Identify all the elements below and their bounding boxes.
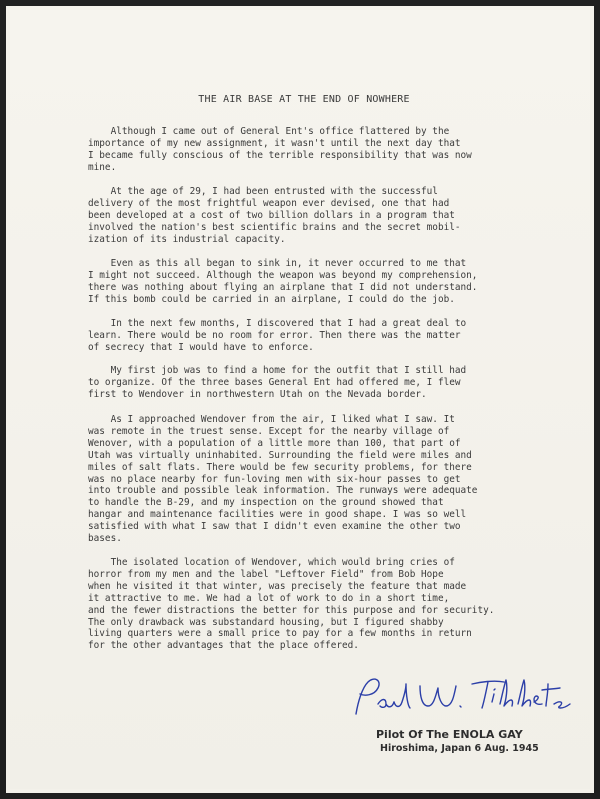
paragraph-7: The isolated location of Wendover, which would bring cries of horror from my men and the label "Leftover Field" from Bob Hope when he visited it that winter, was precisely the feature that made it attractive to me. We had a lot of work to do in a short time, and the fewer distractions the better for this purpose and for security. The only drawback was substandard housing, but I figured shabby living quarters were a small price to pay for a few months in return for the other advantages that the place offered.	[88, 557, 495, 652]
paper	[10, 10, 590, 789]
document-title: THE AIR BASE AT THE END OF NOWHERE	[198, 94, 410, 105]
paragraph-1: Although I came out of General Ent's office flattered by the importance of my new assignment, it wasn't until the next day that I became fully conscious of the terrible responsibility that was now mine.	[88, 126, 472, 173]
paragraph-6: As I approached Wendover from the air, I liked what I saw. It was remote in the truest sense. Except for the nearby village of Wenover, with a population of a little more than 100, that part of Utah was virtually uninhabited. Surrounding the field were miles and miles of salt flats. There would be few security problems, for there was no place nearby for fun-loving men with six-hour passes to get into trouble and possible leak information. The runways were adequate to handle the B-29, and my inspection on the ground showed that hangar and maintenance facilities were in good shape. I was so well satisfied with what I saw that I didn't even examine the other two bases.	[88, 414, 478, 545]
signature-block	[348, 674, 588, 794]
paragraph-4: In the next few months, I discovered that I had a great deal to learn. There would be no room for error. Then there was the matter of secrecy that I would have to enforce.	[88, 318, 467, 353]
paragraph-5: My first job was to find a home for the outfit that I still had to organize. Of the three bases General Ent had offered me, I flew first to Wendover in northwestern Utah on the Nevada border.	[88, 365, 467, 400]
paragraph-3: Even as this all began to sink in, it never occurred to me that I might not succeed. Although the weapon was beyond my comprehension, there was nothing about flying an airplane that I did not understand. If this bomb could be carried in an airplane, I could do the job.	[88, 258, 478, 305]
handwritten-signature	[348, 674, 576, 722]
signature-caption-title: Pilot Of The ENOLA GAY	[376, 728, 523, 741]
paragraph-2: At the age of 29, I had been entrusted with the successful delivery of the most frightful weapon ever devised, one that had been developed at a cost of two billion dollars in a program that involved the nation's best scientific brains and the secret mobil- ization of its industrial capacity.	[88, 186, 461, 245]
signature-caption-place-date: Hiroshima, Japan 6 Aug. 1945	[380, 743, 539, 754]
